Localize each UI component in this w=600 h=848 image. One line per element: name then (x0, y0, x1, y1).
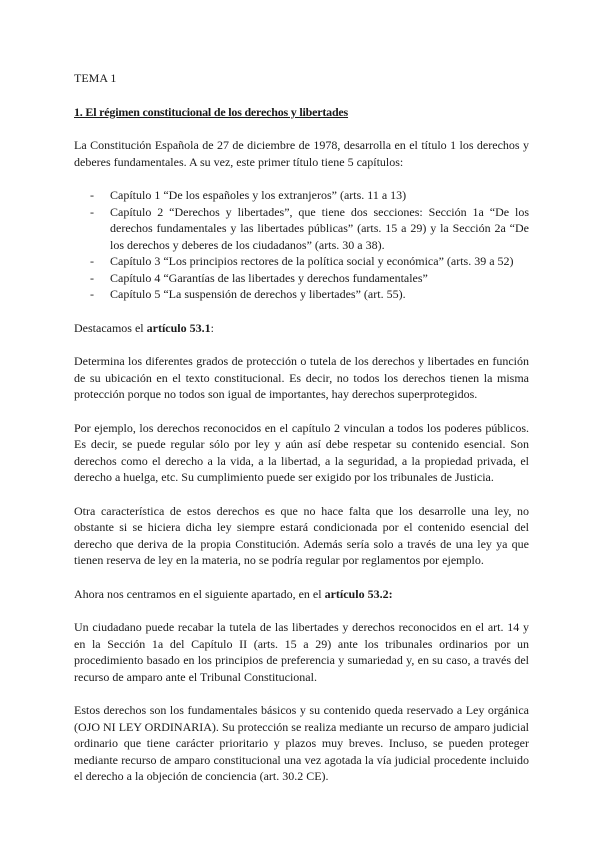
intro-paragraph: La Constitución Española de 27 de diciembre de 1978, desarrolla en el título 1 los derechos y deberes fundamentales. A su vez, este primer título tiene 5 capítulos: (74, 138, 529, 169)
paragraph-1: Determina los diferentes grados de protección o tutela de los derechos y libertades en función de su ubicación en el texto constitucional. Es decir, no todos los derechos tienen la misma protección porque no todos son igual de importantes, hay derechos superprotegidos. (74, 354, 529, 401)
list-item-text: Capítulo 4 “Garantías de las libertades y derechos fundamentales” (110, 270, 428, 285)
article-53-2-intro (74, 586, 529, 603)
list-dash: - (90, 204, 94, 219)
list-dash: - (90, 270, 94, 285)
article-53-1-intro (74, 320, 529, 337)
list-item (74, 270, 529, 287)
article-53-2-label: artículo 53.2: (324, 586, 393, 601)
paragraph-2: Por ejemplo, los derechos reconocidos en el capítulo 2 vinculan a todos los poderes públicos. Es decir, se puede regular sólo por ley y aún así debe respetar su contenido esencial. Son derechos como el derecho a la vida, a la libertad, a la seguridad, a la propiedad privada, el derecho a huelga, etc. Su cumplimiento puede ser exigido por los tribunales de Justicia. (74, 420, 529, 484)
list-item-text: Capítulo 3 “Los principios rectores de la política social y económica” (arts. 39 a 52) (110, 254, 514, 268)
list-item (74, 187, 529, 204)
list-item (74, 204, 529, 254)
article-intro-text: Destacamos el (74, 320, 147, 335)
article-intro-suffix: : (210, 320, 214, 335)
list-item-text: Capítulo 2 “Derechos y libertades”, que tiene dos secciones: Sección 1a “De los derechos fundamentales y las libertades públicas” (arts. 15 a 29) y la Sección 2a “De los derechos y deberes de los ciudadanos” (arts. 30 a 38). (110, 204, 529, 252)
article-intro-text: Ahora nos centramos en el siguiente apartado, en el (74, 586, 325, 601)
list-dash: - (90, 254, 94, 268)
list-dash: - (90, 287, 94, 301)
paragraph-5: Estos derechos son los fundamentales básicos y su contenido queda reservado a Ley orgánica (OJO NI LEY ORDINARIA). Su protección se realiza mediante un recurso de amparo judicial ordinario que tiene carácter prioritario y plazos muy breves. Incluso, se pueden proteger mediante recurso de amparo constitucional una vez agotada la vía judicial procedente incluido el derecho a la objeción de conciencia (art. 30.2 CE). (74, 703, 529, 783)
list-dash: - (90, 188, 94, 202)
document-title: TEMA 1 (74, 71, 117, 85)
section-heading: 1. El régimen constitucional de los derechos y libertades (74, 104, 349, 119)
article-53-1-label: artículo 53.1 (146, 320, 211, 335)
document-page (74, 70, 529, 785)
paragraph-4: Un ciudadano puede recabar la tutela de las libertades y derechos reconocidos en el art. 14 y en la Sección 1a del Capítulo II (arts. 15 a 29) ante los tribunales ordinarios por un procedimiento basado en los principios de preferencia y sumariedad y, en su caso, a través del recurso de amparo ante el Tribunal Constitucional. (74, 620, 529, 684)
paragraph-3: Otra característica de estos derechos es que no hace falta que los desarrolle una ley, no obstante si se hiciera dicha ley siempre estará condicionada por el contenido esencial del derecho que deriva de la propia Constitución. Además sería solo a través de una ley ya que tienen reserva de ley en la materia, no se podría regular por reglamentos por ejemplo. (74, 503, 529, 567)
list-item (74, 253, 529, 270)
list-item (74, 286, 529, 303)
list-item-text: Capítulo 5 “La suspensión de derechos y libertades” (art. 55). (110, 287, 406, 301)
chapter-list (74, 187, 529, 303)
list-item-text: Capítulo 1 “De los españoles y los extranjeros” (arts. 11 a 13) (110, 188, 407, 202)
